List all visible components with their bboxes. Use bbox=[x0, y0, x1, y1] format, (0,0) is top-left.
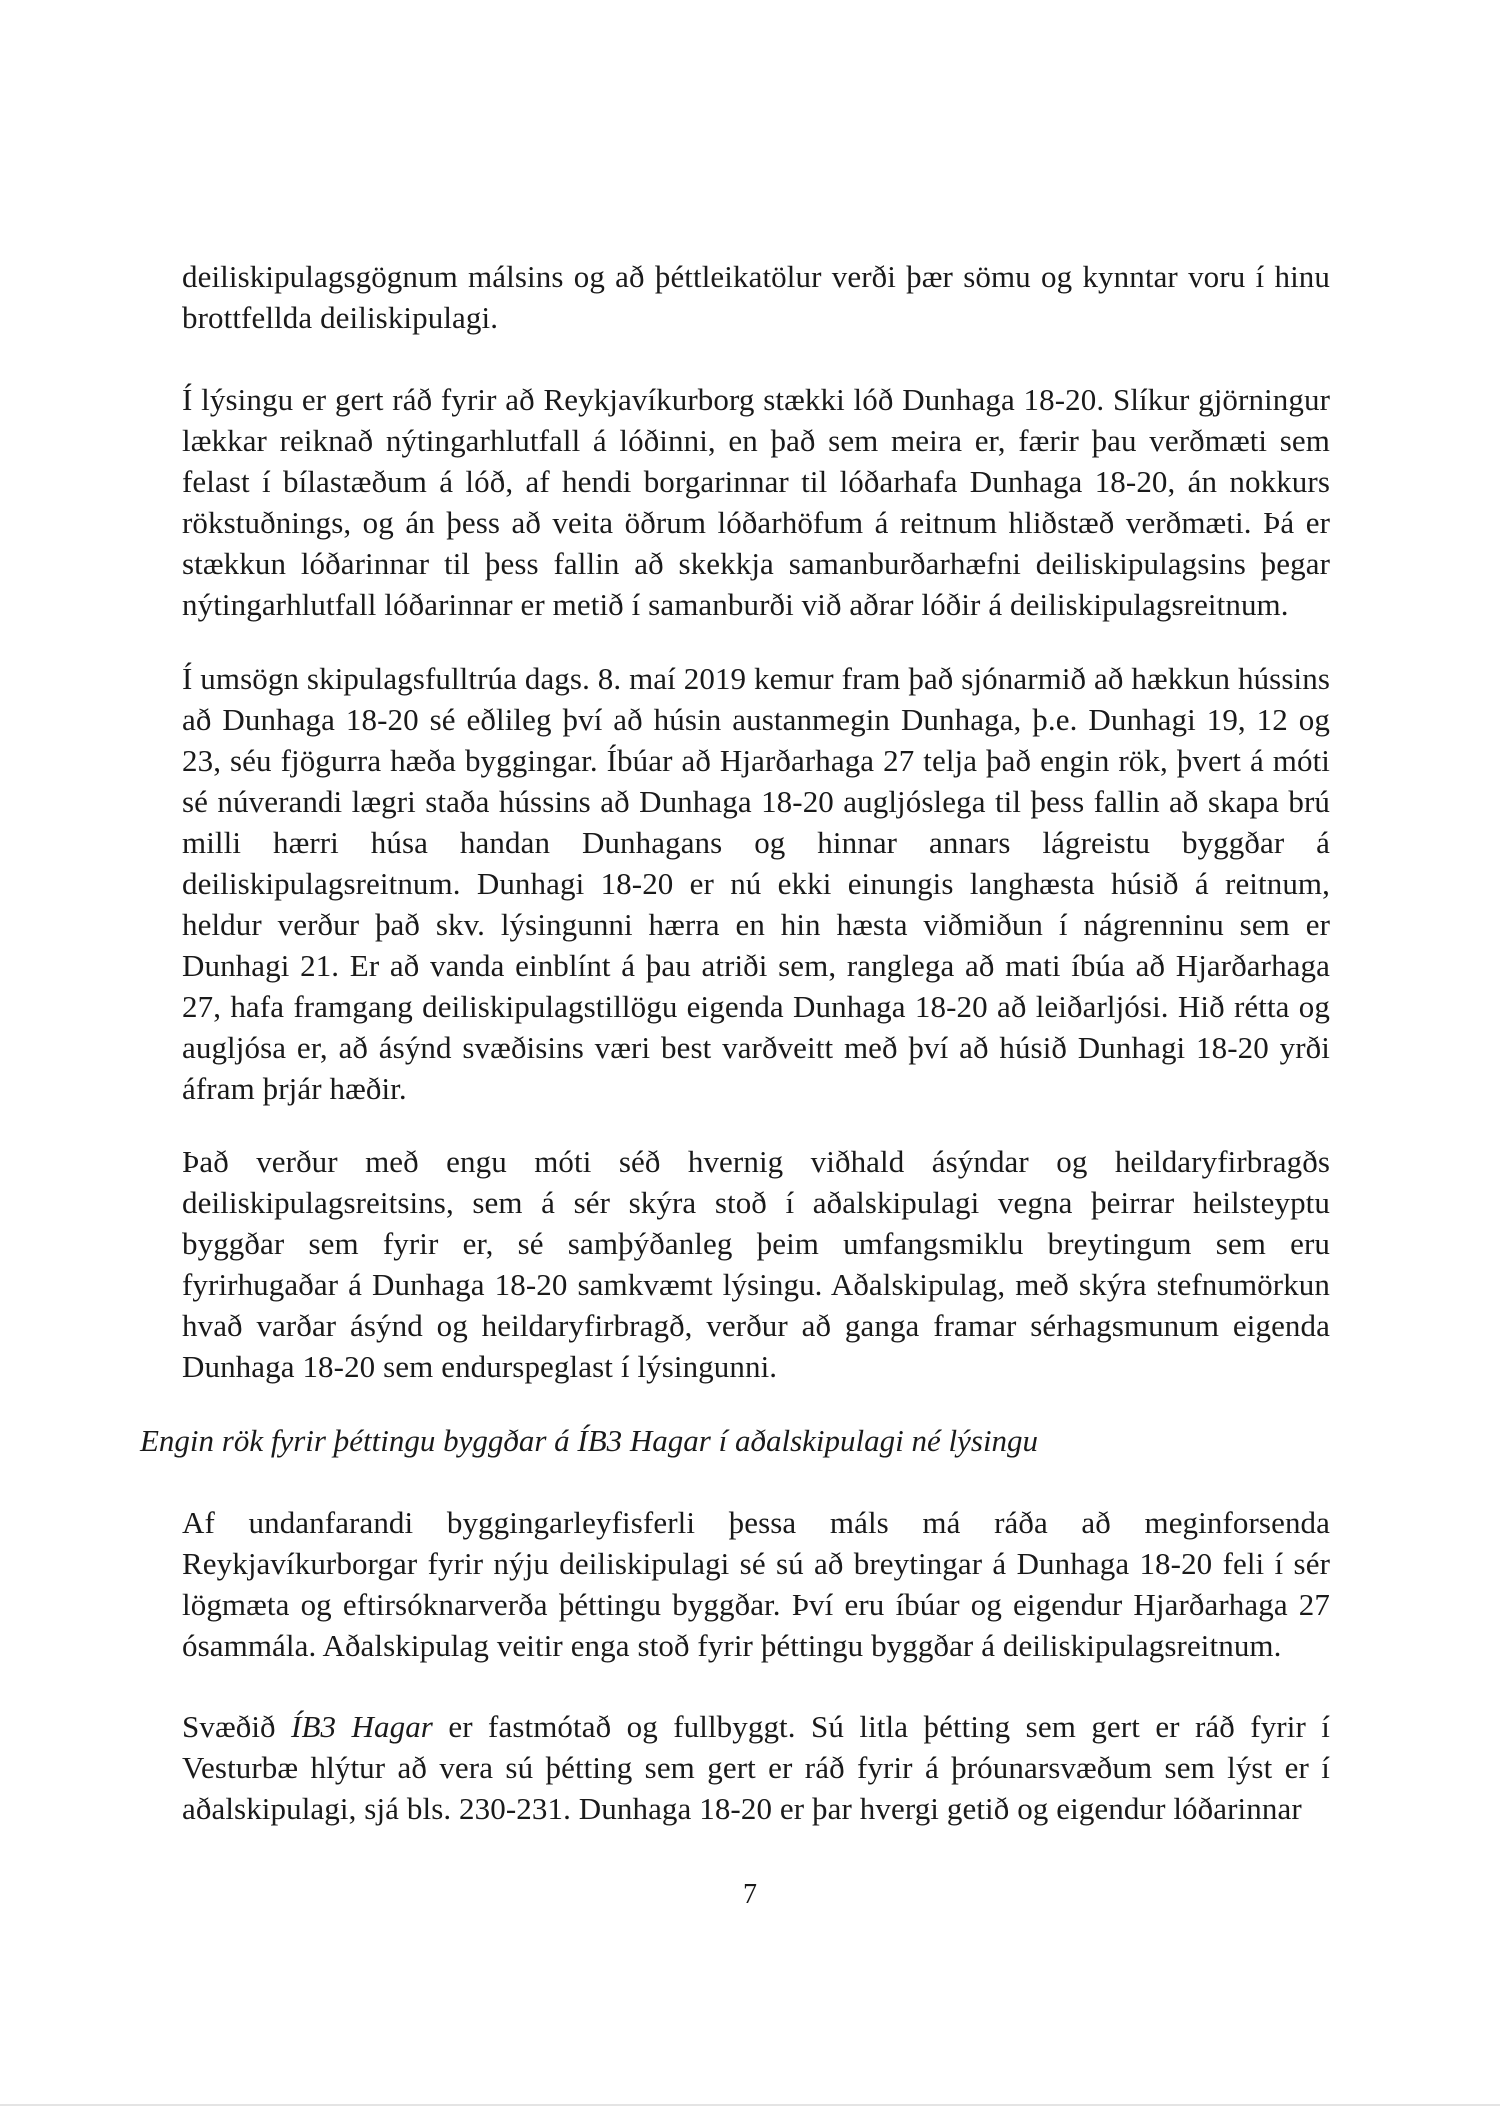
paragraph-height-review: Í umsögn skipulagsfulltrúa dags. 8. maí 2019 kemur fram það sjónarmið að hækkun hússins að Dunhaga 18-20 sé eðlileg því að húsin austanmegin Dunhaga, þ.e. Dunhagi 19, 12 og 23, séu fjögurra hæða byggingar. Íbúar að Hjarðarhaga 27 telja það engin rök, þvert á móti sé núverandi lægri staða hússins að Dunhaga 18-20 augljóslega til þess fallin að skapa brú milli hærri húsa handan Dunhagans og hinnar annars lágreistu byggðar á deiliskipulagsreitnum. Dunhagi 18-20 er nú ekki einungis langhæsta húsið á reitnum, heldur verður það skv. lýsingunni hærra en hin hæsta viðmiðun í nágrenninu sem er Dunhagi 21. Er að vanda einblínt á þau atriði sem, ranglega að mati íbúa að Hjarðarhaga 27, hafa framgang deiliskipulagstillögu eigenda Dunhaga 18-20 að leiðarljósi. Hið rétta og augljósa er, að ásýnd svæðisins væri best varðveitt með því að húsið Dunhagi 18-20 yrði áfram þrjár hæðir. bbox=[182, 661, 1330, 1106]
page-number: 7 bbox=[743, 1879, 757, 1910]
paragraph-densification: Af undanfarandi byggingarleyfisferli þessa máls má ráða að meginforsenda Reykjavíkurborgar fyrir nýju deiliskipulagi sé sú að breytingar á Dunhaga 18-20 feli í sér lögmæta og eftirsóknarverða þéttingu byggðar. Því eru íbúar og eigendur Hjarðarhaga 27 ósammála. Aðalskipulag veitir enga stoð fyrir þéttingu byggðar á deiliskipulagsreitnum. bbox=[182, 1505, 1330, 1663]
last-para-prefix: Svæðið bbox=[182, 1709, 292, 1744]
area-name-italic: ÍB3 Hagar bbox=[291, 1709, 433, 1744]
scan-edge-divider bbox=[0, 2104, 1500, 2106]
paragraph-appearance: Það verður með engu móti séð hvernig viðhald ásýndar og heildaryfirbragðs deiliskipulagsreitsins, sem á sér skýra stoð í aðalskipulagi vegna þeirrar heilsteyptu byggðar sem fyrir er, sé samþýðanleg þeim umfangsmiklu breytingum sem eru fyrirhugaðar á Dunhaga 18-20 samkvæmt lýsingu. Aðalskipulag, með skýra stefnumörkun hvað varðar ásýnd og heildaryfirbragð, verður að ganga framar sérhagsmunum eigenda Dunhaga 18-20 sem endurspeglast í lýsingunni. bbox=[182, 1144, 1330, 1384]
paragraph-lot-enlargement: Í lýsingu er gert ráð fyrir að Reykjavíkurborg stækki lóð Dunhaga 18-20. Slíkur gjörningur lækkar reiknað nýtingarhlutfall á lóðinni, en það sem meira er, færir þau verðmæti sem felast í bílastæðum á lóð, af hendi borgarinnar til lóðarhafa Dunhaga 18-20, án nokkurs rökstuðnings, og án þess að veita öðrum lóðarhöfum á reitnum hliðstæð verðmæti. Þá er stækkun lóðarinnar til þess fallin að skekkja samanburðarhæfni deiliskipulagsins þegar nýtingarhlutfall lóðarinnar er metið í samanburði við aðrar lóðir á deiliskipulagsreitnum. bbox=[182, 382, 1330, 622]
last-para-rest: Vesturbæ hlýtur að vera sú þétting sem gert er ráð fyrir á þróunarsvæðum sem lýst er í aðalskipulagi, sjá bls. 230-231. Dunhaga 18-20 er þar hvergi getið og eigendur lóðarinnar bbox=[182, 1750, 1330, 1826]
paragraph-ib3-hagar bbox=[182, 1706, 1330, 1829]
section-heading: Engin rök fyrir þéttingu byggðar á ÍB3 Hagar í aðalskipulagi né lýsingu bbox=[140, 1423, 1039, 1458]
paragraph-continuation: deiliskipulagsgögnum málsins og að þéttleikatölur verði þær sömu og kynntar voru í hinu brottfellda deiliskipulagi. bbox=[182, 259, 1330, 335]
last-para-mid: er fastmótað og fullbyggt. Sú litla þétting sem gert er ráð fyrir í bbox=[432, 1709, 1330, 1744]
